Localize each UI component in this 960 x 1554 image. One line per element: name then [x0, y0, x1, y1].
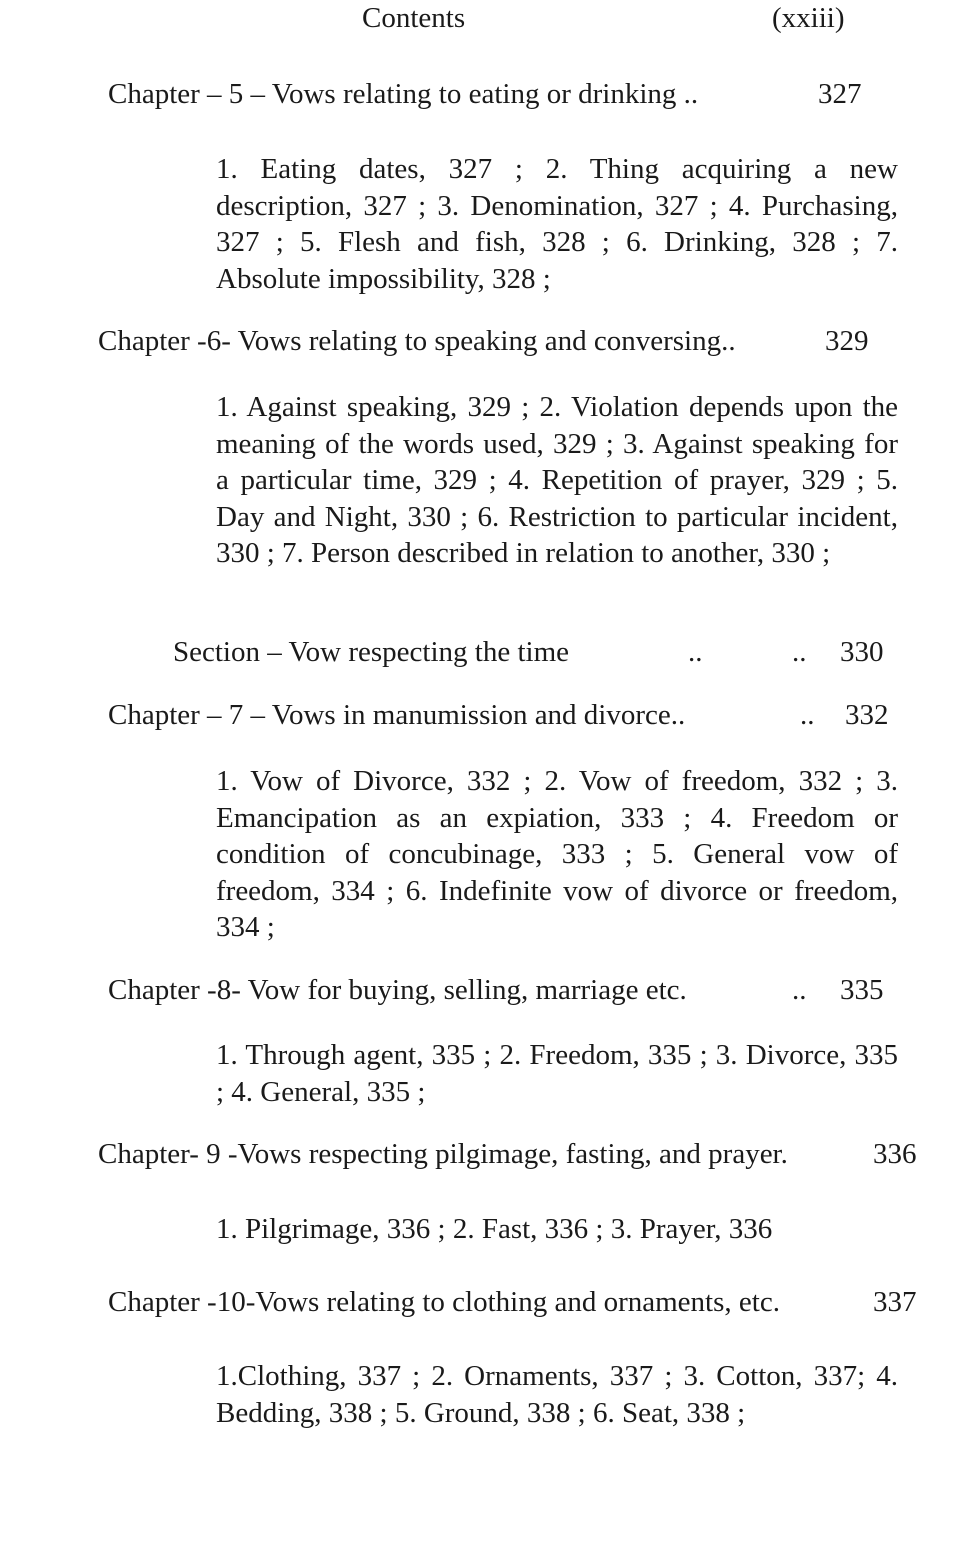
- entry-items: 1. Against speaking, 329 ; 2. Violation depends upon the meaning of the words used, 329 ; 3. Against speaking for a particular time, 329 ; 4. Repetition of prayer, 329 ; 5. Day and Night, 330 ; 6. Restriction to particular incident, 330 ; 7. Person described in relation to another, 330 ;: [216, 391, 898, 569]
- entry-page-number: 337: [873, 1286, 917, 1318]
- entry-items: 1. Eating dates, 327 ; 2. Thing acquiring a new description, 327 ; 3. Denomination, 327 ; 4. Purchasing, 327 ; 5. Flesh and fish, 328 ; 6. Drinking, 328 ; 7. Absolute impossibility, 328 ;: [216, 153, 898, 295]
- entry-title: Chapter – 7 – Vows in manumission and divorce..: [108, 699, 686, 731]
- entry-page-number: 332: [845, 699, 889, 731]
- entry-page-number: 330: [840, 636, 884, 668]
- page-number: (xxiii): [772, 2, 845, 34]
- entry-title: Chapter -10-Vows relating to clothing and ornaments, etc.: [108, 1286, 780, 1318]
- entry-title: Section – Vow respecting the time: [173, 636, 570, 668]
- entry-page-number: 329: [825, 325, 869, 357]
- entry-title: Chapter- 9 -Vows respecting pilgimage, fasting, and prayer.: [98, 1138, 788, 1170]
- leader-dots: ..: [792, 636, 807, 668]
- page-header: [0, 2, 960, 42]
- leader-dots: ..: [792, 974, 807, 1006]
- leader-dots: ..: [800, 699, 815, 731]
- entry-title: Chapter -6- Vows relating to speaking and conversing..: [98, 325, 736, 357]
- entry-items: 1. Through agent, 335 ; 2. Freedom, 335 ; 3. Divorce, 335 ; 4. General, 335 ;: [216, 1039, 898, 1108]
- entry-page-number: 336: [873, 1138, 917, 1170]
- page-title: Contents: [362, 2, 466, 34]
- entry-title: Chapter -8- Vow for buying, selling, marriage etc.: [108, 974, 687, 1006]
- entry-page-number: 327: [818, 78, 862, 110]
- entry-items: 1.Clothing, 337 ; 2. Ornaments, 337 ; 3. Cotton, 337; 4. Bedding, 338 ; 5. Ground, 338 ; 6. Seat, 338 ;: [216, 1360, 898, 1429]
- entry-items: 1. Vow of Divorce, 332 ; 2. Vow of freedom, 332 ; 3. Emancipation as an expiation, 333 ; 4. Freedom or condition of concubinage, 333 ; 5. General vow of freedom, 334 ; 6. Indefinite vow of divorce or freedom, 334 ;: [216, 765, 898, 943]
- entry-items: 1. Pilgrimage, 336 ; 2. Fast, 336 ; 3. Prayer, 336: [216, 1213, 773, 1245]
- entry-page-number: 335: [840, 974, 884, 1006]
- entry-title: Chapter – 5 – Vows relating to eating or drinking ..: [108, 78, 699, 110]
- leader-dots: ..: [688, 636, 703, 668]
